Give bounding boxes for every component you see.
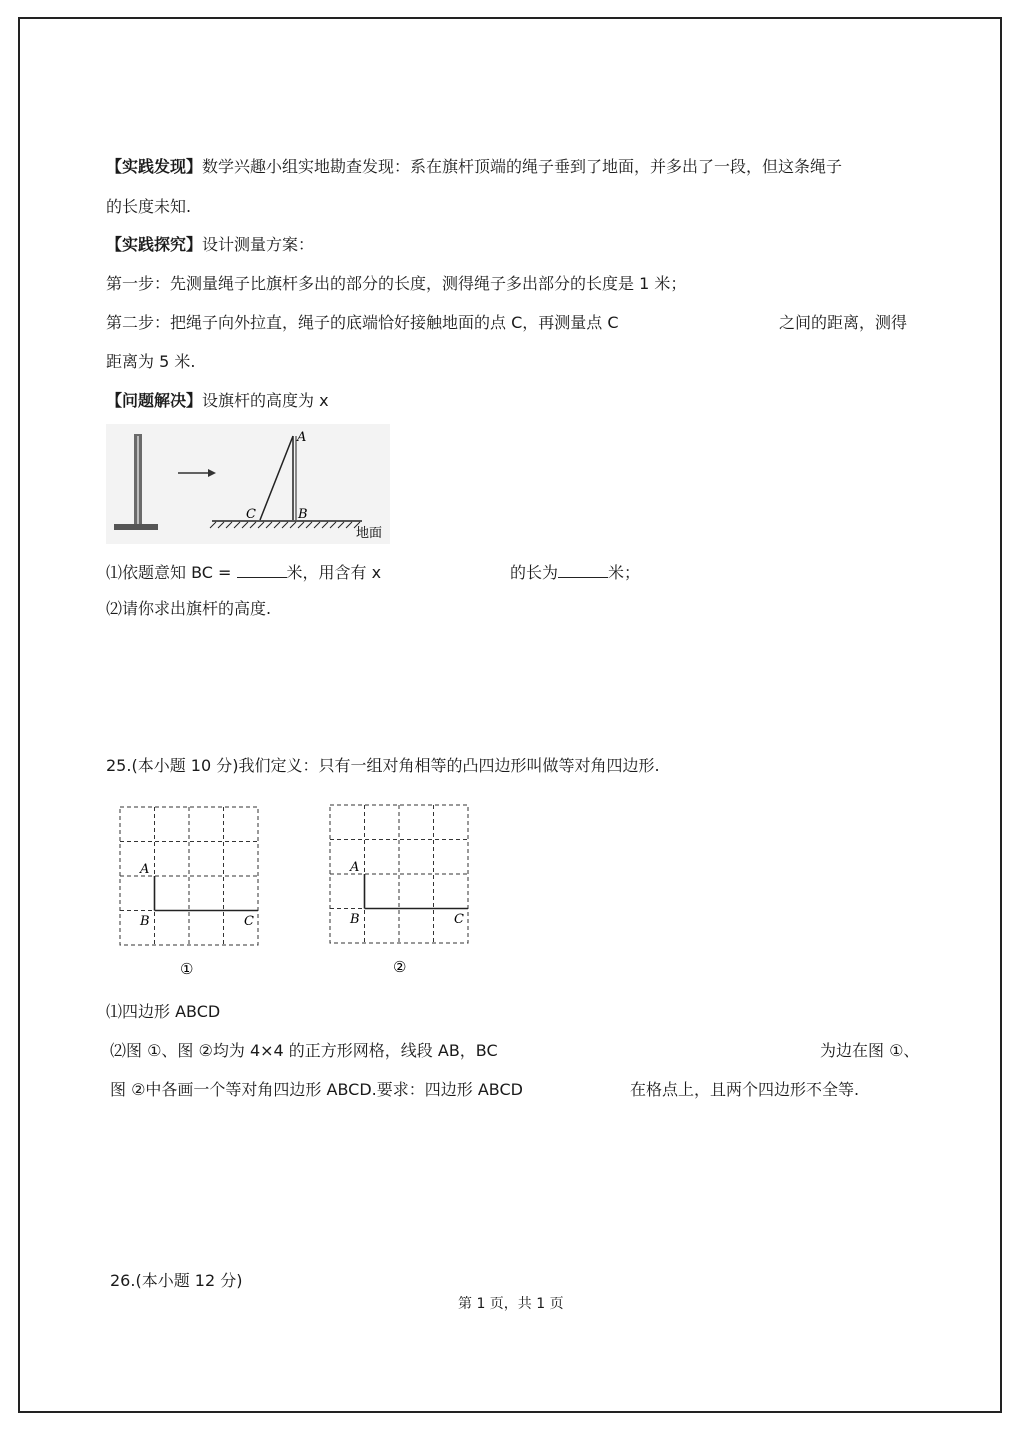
q1-part-b: 米，用含有 x: [286, 563, 382, 582]
p25-part2d: 在格点上，且两个四边形不全等.: [630, 1080, 860, 1099]
label-ground: 地面: [356, 526, 383, 541]
label-c: C: [246, 507, 256, 522]
q1-line-right: [510, 561, 640, 583]
grid-1-label-a: A: [140, 862, 150, 877]
explore-label: 【实践探究】: [106, 235, 203, 254]
p26-title: 26.(本小题 12 分): [110, 1271, 243, 1290]
grid-2-caption: ②: [393, 958, 407, 976]
p25-title: 25.(本小题 10 分)我们定义：只有一组对角相等的凸四边形叫做等对角四边形.: [106, 756, 660, 775]
solve-label: 【问题解决】: [106, 391, 203, 410]
grid-figure-2: [320, 798, 480, 978]
label-b: B: [298, 507, 308, 522]
grid-2-label-a: A: [350, 860, 360, 875]
grid-2-label-b: B: [350, 912, 360, 927]
q1-part-d: 米；: [608, 563, 641, 582]
solve-line: [106, 391, 329, 411]
solve-text: 设旗杆的高度为 x: [202, 391, 329, 410]
q2-line: ⑵请你求出旗杆的高度.: [106, 599, 272, 618]
p25-part1: ⑴四边形 ABCD: [106, 1002, 221, 1021]
explore-line: [106, 235, 314, 255]
step1-line: 第一步：先测量绳子比旗杆多出的部分的长度，测得绳子多出部分的长度是 1 米；: [106, 274, 687, 293]
discovery-label: 【实践发现】: [106, 157, 203, 176]
q1-line: [106, 561, 381, 583]
step2-line-a: 第二步：把绳子向外拉直，绳子的底端恰好接触地面的点 C，再测量点 C: [106, 313, 619, 332]
flagpole-base: [114, 524, 158, 530]
grid-1-caption: ①: [180, 960, 194, 978]
flagpole-figure: [106, 424, 390, 544]
label-a: A: [297, 430, 307, 445]
explore-text: 设计测量方案：: [202, 235, 315, 254]
p25-part2a: ⑵图 ①、图 ②均为 4×4 的正方形网格，线段 AB，BC: [110, 1041, 498, 1060]
step2-line-b: 之间的距离，测得: [779, 313, 908, 332]
step2-line-c: 距离为 5 米.: [106, 352, 196, 371]
page-footer: 第 1 页，共 1 页: [458, 1296, 564, 1312]
q1-part-a: ⑴依题意知 BC =: [106, 563, 237, 582]
grid-figure-1: [110, 800, 270, 980]
discovery-line-2: 的长度未知.: [106, 197, 192, 216]
discovery-line-1: [106, 157, 842, 177]
grid-1-label-b: B: [140, 914, 150, 929]
q1-blank-2[interactable]: [558, 561, 608, 578]
q1-part-c: 的长为: [510, 563, 559, 582]
flagpole-highlight: [137, 436, 139, 526]
grid-2-label-c: C: [454, 912, 464, 927]
discovery-text: 数学兴趣小组实地勘查发现：系在旗杆顶端的绳子垂到了地面，并多出了一段，但这条绳子: [202, 157, 843, 176]
grid-1-label-c: C: [244, 914, 254, 929]
page-border: [18, 17, 1002, 1413]
p25-part2b: 为边在图 ①、: [820, 1041, 920, 1060]
q1-blank-1[interactable]: [237, 561, 287, 578]
p25-part2c: 图 ②中各画一个等对角四边形 ABCD.要求：四边形 ABCD: [110, 1080, 523, 1099]
